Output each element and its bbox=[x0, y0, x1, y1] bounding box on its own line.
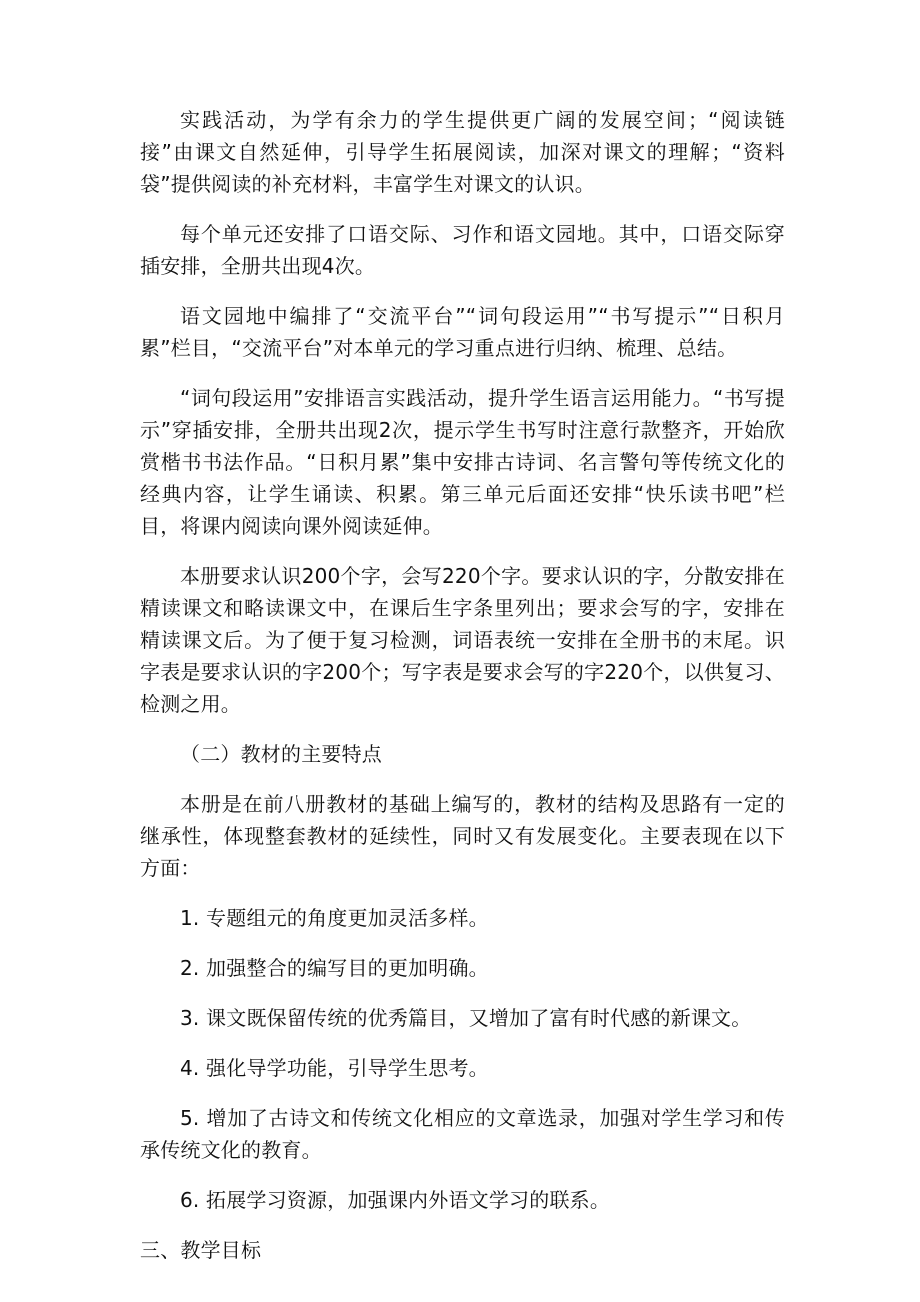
section-heading: 三、教学目标 bbox=[140, 1238, 262, 1262]
feature-item-3: 3. 课文既保留传统的优秀篇目，又增加了富有时代感的新课文。 bbox=[180, 1006, 752, 1030]
paragraph-unit-arrangement: 每个单元还安排了口语交际、习作和语文园地。其中，口语交际穿插安排，全册共出现4次。 bbox=[140, 222, 785, 278]
subsection-title: （二）教材的主要特点 bbox=[180, 742, 382, 766]
subsection-intro: 本册是在前八册教材的基础上编写的，教材的结构及思路有一定的继承性，体现整套教材的延续性，同时又有发展变化。主要表现在以下方面： bbox=[140, 792, 785, 880]
paragraph-column-details: “词句段运用”安排语言实践活动，提升学生语言运用能力。“书写提示”穿插安排，全册共出现2次，提示学生书写时注意行款整齐，开始欣赏楷书书法作品。“日积月累”集中安排古诗词、名言警句等传统文化的经典内容，让学生诵读、积累。第三单元后面还安排“快乐读书吧”栏目，将课内阅读向课外阅读延伸。 bbox=[140, 386, 785, 538]
paragraph-language-garden: 语文园地中编排了“交流平台”“词句段运用”“书写提示”“日积月累”栏目，“交流平台”对本单元的学习重点进行归纳、梳理、总结。 bbox=[140, 304, 785, 360]
paragraph-character-requirements: 本册要求认识200个字，会写220个字。要求认识的字，分散安排在精读课文和略读课文中，在课后生字条里列出；要求会写的字，安排在精读课文后。为了便于复习检测，词语表统一安排在全册书的末尾。识字表是要求认识的字200个；写字表是要求会写的字220个，以供复习、检测之用。 bbox=[140, 564, 785, 716]
feature-item-6: 6. 拓展学习资源，加强课内外语文学习的联系。 bbox=[180, 1188, 611, 1212]
feature-item-4: 4. 强化导学功能，引导学生思考。 bbox=[180, 1056, 489, 1080]
feature-item-5: 5. 增加了古诗文和传统文化相应的文章选录，加强对学生学习和传承传统文化的教育。 bbox=[140, 1106, 785, 1162]
feature-item-1: 1. 专题组元的角度更加灵活多样。 bbox=[180, 906, 489, 930]
feature-item-2: 2. 加强整合的编写目的更加明确。 bbox=[180, 956, 489, 980]
paragraph-practice-activities: 实践活动，为学有余力的学生提供更广阔的发展空间；“阅读链接”由课文自然延伸，引导学生拓展阅读，加深对课文的理解；“资料袋”提供阅读的补充材料，丰富学生对课文的认识。 bbox=[140, 108, 785, 196]
document-body bbox=[140, 104, 785, 1266]
